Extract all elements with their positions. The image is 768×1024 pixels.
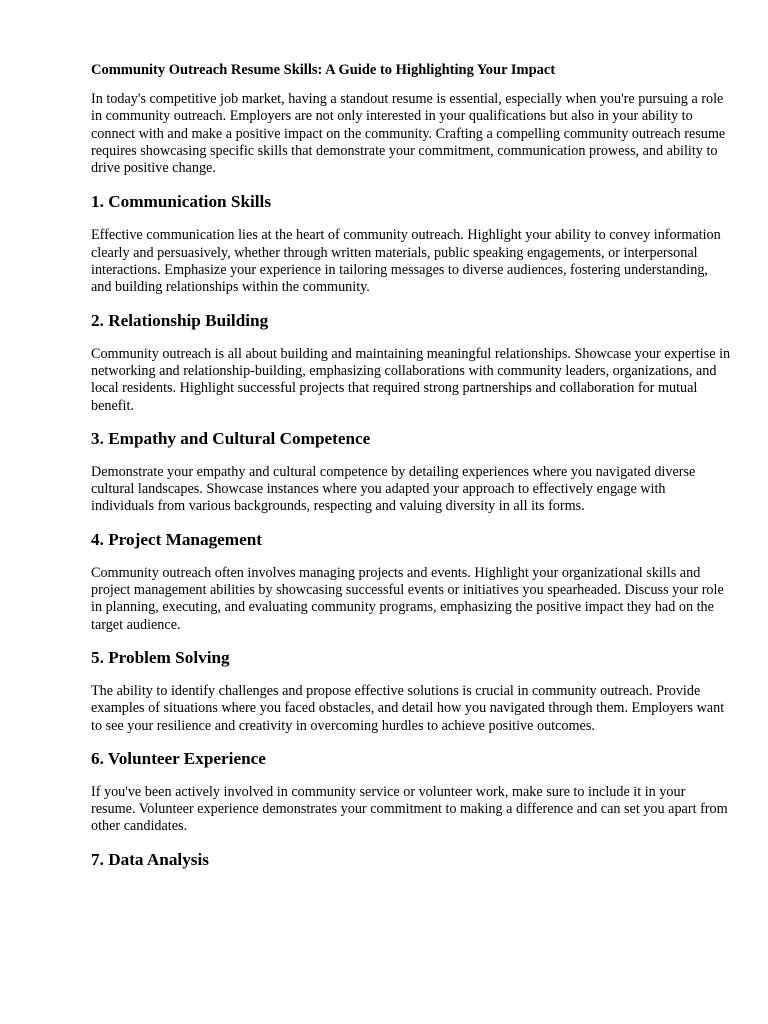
section-body: Effective communication lies at the heart of community outreach. Highlight your ability to convey information clearly and persuasively, whether through written materials, public speaking engagements, or interpersonal interactions. Emphasize your experience in tailoring messages to diverse audiences, fostering understanding, and building relationships within the community. — [91, 227, 721, 296]
section-body: Community outreach often involves managing projects and events. Highlight your organizational skills and project management abilities by showcasing successful events or initiatives you spearheaded. Discuss your role in planning, executing, and evaluating community programs, emphasizing the positive impact they had on the target audience. — [91, 564, 724, 633]
section-volunteer-experience — [91, 748, 731, 836]
section-heading: 1. Communication Skills — [91, 192, 272, 212]
section-project-management — [91, 529, 731, 634]
section-heading: 6. Volunteer Experience — [91, 748, 266, 768]
intro-paragraph: In today's competitive job market, having a standout resume is essential, especially when you're pursuing a role in community outreach. Employers are not only interested in your qualifications but also in your ability to connect with and make a positive impact on the community. Crafting a compelling community outreach resume requires showcasing specific skills that demonstrate your commitment, communication prowess, and ability to drive positive change. — [91, 91, 726, 177]
section-heading: 2. Relationship Building — [91, 310, 269, 330]
section-body: If you've been actively involved in community service or volunteer work, make sure to include it in your resume. Volunteer experience demonstrates your commitment to making a difference and can set you apart from other candidates. — [91, 783, 728, 835]
section-heading: 4. Project Management — [91, 529, 263, 549]
document-title: Community Outreach Resume Skills: A Guide to Highlighting Your Impact — [91, 62, 556, 78]
section-data-analysis — [91, 849, 731, 871]
section-heading: 5. Problem Solving — [91, 647, 230, 667]
section-relationship-building — [91, 310, 731, 415]
section-heading: 7. Data Analysis — [91, 849, 209, 869]
section-body: The ability to identify challenges and propose effective solutions is crucial in community outreach. Provide examples of situations where you faced obstacles, and detail how you navigated through them. Employers want to see your resilience and creativity in overcoming hurdles to achieve positive outcomes. — [91, 682, 725, 734]
section-heading: 3. Empathy and Cultural Competence — [91, 428, 371, 448]
section-communication-skills — [91, 191, 731, 296]
section-body: Community outreach is all about building and maintaining meaningful relationships. Showcase your expertise in networking and relationship-building, emphasizing collaborations with community leaders, organizations, and local residents. Highlight successful projects that required strong partnerships and collaboration for mutual benefit. — [91, 345, 731, 414]
section-empathy-cultural-competence — [91, 428, 731, 516]
document-page — [91, 61, 731, 885]
section-problem-solving — [91, 647, 731, 735]
section-body: Demonstrate your empathy and cultural competence by detailing experiences where you navigated diverse cultural landscapes. Showcase instances where you adapted your approach to effectively engage with individuals from various backgrounds, respecting and valuing diversity in all its forms. — [91, 463, 696, 515]
